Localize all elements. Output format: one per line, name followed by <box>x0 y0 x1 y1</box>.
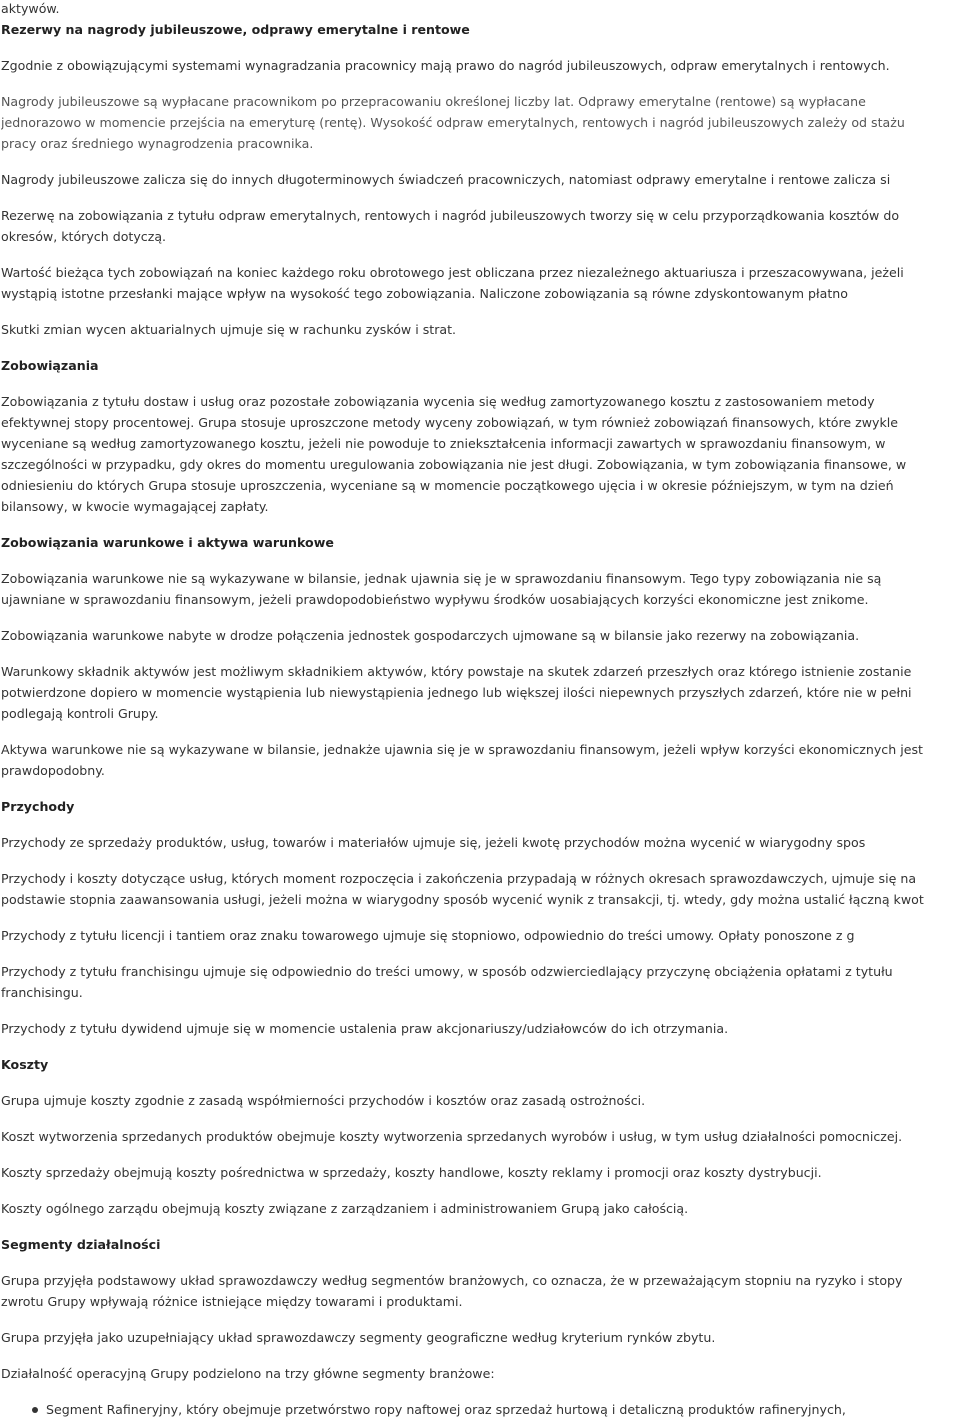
revenue-paragraph-3: Przychody z tytułu licencji i tantiem oraz znaku towarowego ujmuje się stopniowo, odpowiednio do treści umowy. Opłaty ponoszone z g <box>1 928 855 943</box>
revenue-paragraph-4 <box>1 961 959 1003</box>
text-line: efektywnej stopy procentowej. Grupa stosuje uproszczone metody wyceny zobowiązań, w tym również zobowiązań finansowych, które zwykle <box>1 415 899 430</box>
segments-paragraph-2: Grupa przyjęła jako uzupełniający układ sprawozdawczy segmenty geograficzne według kryterium rynków zbytu. <box>1 1330 716 1345</box>
contingent-paragraph-1 <box>1 568 959 610</box>
text-line: Grupa przyjęła podstawowy układ sprawozdawczy według segmentów branżowych, co oznacza, że w przeważającym stopniu na ryzyko i stopy <box>1 1273 903 1288</box>
text-line: podlegają kontroli Grupy. <box>1 706 159 721</box>
text-line: Aktywa warunkowe nie są wykazywane w bilansie, jednakże ujawnia się je w sprawozdaniu finansowym, jeżeli wpływ korzyści ekonomicznych jest <box>1 742 923 757</box>
revenue-paragraph-1: Przychody ze sprzedaży produktów, usług, towarów i materiałów ujmuje się, jeżeli kwotę przychodów można wycenić w wiarygodny spos <box>1 835 866 850</box>
heading-reserves: Rezerwy na nagrody jubileuszowe, odprawy emerytalne i rentowe <box>1 22 470 37</box>
text-line: Warunkowy składnik aktywów jest możliwym składnikiem aktywów, który powstaje na skutek zdarzeń przeszłych oraz którego istnienie zostanie <box>1 664 912 679</box>
reserves-paragraph-6: Skutki zmian wycen aktuarialnych ujmuje się w rachunku zysków i strat. <box>1 322 457 337</box>
text-line: odniesieniu do których Grupa stosuje uproszczenia, wyceniane są w momencie początkowego ujęcia i w okresie późniejszym, w tym na dzień <box>1 478 894 493</box>
reserves-paragraph-1: Zgodnie z obowiązującymi systemami wynagradzania pracownicy mają prawo do nagród jubileuszowych, odpraw emerytalnych i rentowych. <box>1 58 890 73</box>
text-line: Rezerwę na zobowiązania z tytułu odpraw emerytalnych, rentowych i nagród jubileuszowych tworzy się w celu przyporządkowania kosztów do <box>1 208 900 223</box>
text-line: ujawniane w sprawozdaniu finansowym, jeżeli prawdopodobieństwo wypływu środków uosabiających korzyści ekonomiczne jest znikome. <box>1 592 869 607</box>
intro-fragment: aktywów. <box>1 1 60 16</box>
text-line: jednorazowo w momencie przejścia na emeryturę (rentę). Wysokość odpraw emerytalnych, rentowych i nagród jubileuszowych zależy od stażu <box>1 115 905 130</box>
revenue-paragraph-2 <box>1 868 959 910</box>
text-line: Przychody i koszty dotyczące usług, których moment rozpoczęcia i zakończenia przypadają w różnych okresach sprawozdawczych, ujmuje się na <box>1 871 917 886</box>
costs-paragraph-3: Koszty sprzedaży obejmują koszty pośrednictwa w sprzedaży, koszty handlowe, koszty reklamy i promocji oraz koszty dystrybucji. <box>1 1165 822 1180</box>
reserves-paragraph-3: Nagrody jubileuszowe zalicza się do innych długoterminowych świadczeń pracowniczych, natomiast odprawy emerytalne i rentowe zalicza si <box>1 172 891 187</box>
list-item-text: Segment Rafineryjny, który obejmuje przetwórstwo ropy naftowej oraz sprzedaż hurtową i detaliczną produktów rafineryjnych, <box>46 1402 846 1417</box>
text-line: szczególności w przypadku, gdy okres do momentu uregulowania zobowiązania nie jest długi. Zobowiązania, w tym zobowiązania finansowe, w <box>1 457 907 472</box>
text-line: wystąpią istotne przesłanki mające wpływ na wysokość tego zobowiązania. Naliczone zobowiązania są równe zdyskontowanym płatno <box>1 286 848 301</box>
text-line: pracy oraz średniego wynagrodzenia pracownika. <box>1 136 314 151</box>
text-line: Przychody z tytułu franchisingu ujmuje się odpowiednio do treści umowy, w sposób odzwierciedlający przyczynę obciążenia opłatami z tytułu <box>1 964 893 979</box>
heading-revenue: Przychody <box>1 799 75 814</box>
text-line: prawdopodobny. <box>1 763 105 778</box>
text-line: bilansowy, w kwocie wymagającej zapłaty. <box>1 499 269 514</box>
contingent-paragraph-2: Zobowiązania warunkowe nabyte w drodze połączenia jednostek gospodarczych ujmowane są w bilansie jako rezerwy na zobowiązania. <box>1 628 860 643</box>
liabilities-paragraph-1 <box>1 391 959 517</box>
text-line: Nagrody jubileuszowe są wypłacane pracownikom po przepracowaniu określonej liczby lat. Odprawy emerytalne (rentowe) są wypłacane <box>1 94 866 109</box>
text-line: podstawie stopnia zaawansowania usługi, jeżeli można w wiarygodny sposób wycenić wynik z transakcji, tj. wtedy, gdy można ustalić łączną kwot <box>1 892 924 907</box>
segments-paragraph-1 <box>1 1270 959 1312</box>
text-line: wyceniane są według zamortyzowanego kosztu, jeżeli nie powoduje to zniekształcenia informacji zawartych w sprawozdaniu finansowym, w <box>1 436 886 451</box>
heading-segments: Segmenty działalności <box>1 1237 161 1252</box>
segments-list <box>1 1399 959 1420</box>
list-item <box>1 1399 959 1420</box>
segments-paragraph-3: Działalność operacyjną Grupy podzielono na trzy główne segmenty branżowe: <box>1 1366 495 1381</box>
text-line: zwrotu Grupy wpływają różnice istniejące między towarami i produktami. <box>1 1294 463 1309</box>
text-line: Zobowiązania z tytułu dostaw i usług oraz pozostałe zobowiązania wycenia się według zamortyzowanego kosztu z zastosowaniem metody <box>1 394 875 409</box>
costs-paragraph-4: Koszty ogólnego zarządu obejmują koszty związane z zarządzaniem i administrowaniem Grupą jako całością. <box>1 1201 689 1216</box>
document-page <box>1 0 959 1420</box>
reserves-paragraph-4 <box>1 205 959 247</box>
text-line: Zobowiązania warunkowe nie są wykazywane w bilansie, jednak ujawnia się je w sprawozdaniu finansowym. Tego typy zobowiązania nie są <box>1 571 882 586</box>
heading-liabilities: Zobowiązania <box>1 358 99 373</box>
text-line: potwierdzone dopiero w momencie wystąpienia lub niewystąpienia jednego lub większej ilości niepewnych przyszłych zdarzeń, które nie w pełni <box>1 685 912 700</box>
reserves-paragraph-5 <box>1 262 959 304</box>
bullet-icon <box>32 1407 38 1413</box>
costs-paragraph-1: Grupa ujmuje koszty zgodnie z zasadą współmierności przychodów i kosztów oraz zasadą ostrożności. <box>1 1093 646 1108</box>
revenue-paragraph-5: Przychody z tytułu dywidend ujmuje się w momencie ustalenia praw akcjonariuszy/udziałowców do ich otrzymania. <box>1 1021 729 1036</box>
costs-paragraph-2: Koszt wytworzenia sprzedanych produktów obejmuje koszty wytworzenia sprzedanych wyrobów i usług, w tym usług działalności pomocniczej. <box>1 1129 903 1144</box>
text-line: Wartość bieżąca tych zobowiązań na koniec każdego roku obrotowego jest obliczana przez niezależnego aktuariusza i przeszacowywana, jeżeli <box>1 265 904 280</box>
heading-costs: Koszty <box>1 1057 49 1072</box>
heading-contingent: Zobowiązania warunkowe i aktywa warunkowe <box>1 535 334 550</box>
contingent-paragraph-3 <box>1 661 959 724</box>
text-line: franchisingu. <box>1 985 83 1000</box>
contingent-paragraph-4 <box>1 739 959 781</box>
text-line: okresów, których dotyczą. <box>1 229 167 244</box>
reserves-paragraph-2 <box>1 91 959 154</box>
